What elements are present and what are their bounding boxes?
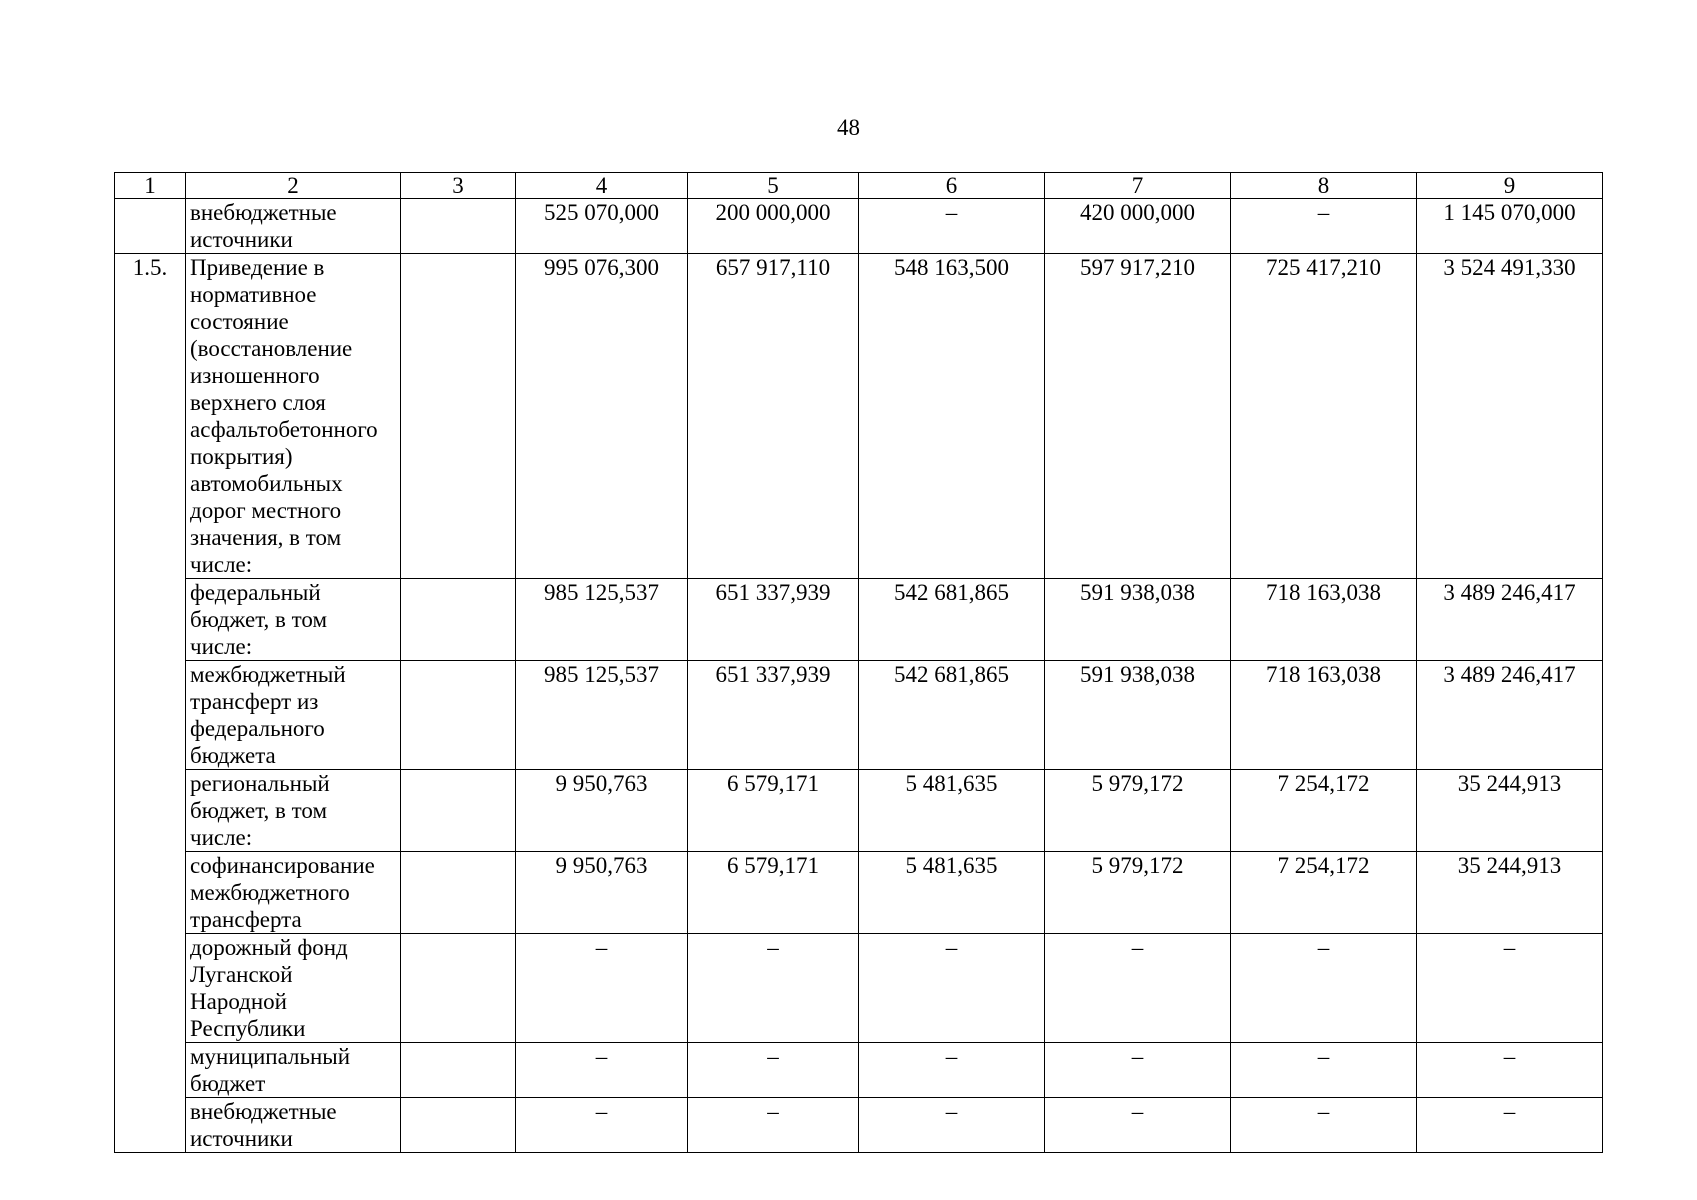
table-row <box>115 579 1603 661</box>
row-index-cell: 1.5. <box>115 254 186 1153</box>
row-name-cell <box>186 934 401 1043</box>
value-cell: – <box>1045 1098 1231 1153</box>
value-cell: – <box>1045 1043 1231 1098</box>
row-name-cell <box>186 770 401 852</box>
row-name-text: дорожный фонд Луганской Народной Республики <box>190 935 348 1041</box>
header-cell: 1 <box>115 173 186 199</box>
value-cell: 9 950,763 <box>516 770 688 852</box>
empty-cell <box>401 1043 516 1098</box>
value-cell: – <box>1045 934 1231 1043</box>
row-name-text: муниципальный бюджет <box>190 1044 351 1096</box>
row-name-cell <box>186 1098 401 1153</box>
table-row <box>115 254 1603 579</box>
value-cell: 651 337,939 <box>688 579 859 661</box>
value-cell: 3 489 246,417 <box>1417 661 1603 770</box>
table-row <box>115 661 1603 770</box>
value-cell: – <box>859 199 1045 254</box>
value-cell: 597 917,210 <box>1045 254 1231 579</box>
value-cell: 9 950,763 <box>516 852 688 934</box>
value-cell: 718 163,038 <box>1231 661 1417 770</box>
value-cell: 5 481,635 <box>859 770 1045 852</box>
row-name-text: софинансирование межбюджетного трансферта <box>190 853 375 932</box>
table-row <box>115 770 1603 852</box>
empty-cell <box>401 579 516 661</box>
empty-cell <box>401 661 516 770</box>
empty-cell <box>401 254 516 579</box>
table-row <box>115 934 1603 1043</box>
row-name-cell <box>186 1043 401 1098</box>
empty-cell <box>401 770 516 852</box>
row-name-cell <box>186 254 401 579</box>
empty-cell <box>401 1098 516 1153</box>
row-name-text: межбюджетный трансферт из федерального бюджета <box>190 662 346 768</box>
value-cell: 657 917,110 <box>688 254 859 579</box>
row-name-text: Приведение в нормативное состояние (восстановление изношенного верхнего слоя асфальтобетонного покрытия) автомобильных дорог местного значения, в том числе: <box>190 255 378 577</box>
value-cell: 542 681,865 <box>859 579 1045 661</box>
value-cell: – <box>859 1043 1045 1098</box>
value-cell: 35 244,913 <box>1417 852 1603 934</box>
value-cell: 5 481,635 <box>859 852 1045 934</box>
value-cell: – <box>1231 1043 1417 1098</box>
value-cell: 3 489 246,417 <box>1417 579 1603 661</box>
value-cell: – <box>859 934 1045 1043</box>
header-cell: 2 <box>186 173 401 199</box>
value-cell: 995 076,300 <box>516 254 688 579</box>
value-cell: 5 979,172 <box>1045 852 1231 934</box>
value-cell: 725 417,210 <box>1231 254 1417 579</box>
header-cell: 8 <box>1231 173 1417 199</box>
empty-cell <box>401 199 516 254</box>
empty-cell <box>401 934 516 1043</box>
row-name-text: внебюджетные источники <box>190 200 337 252</box>
row-name-cell <box>186 579 401 661</box>
header-cell: 5 <box>688 173 859 199</box>
empty-cell <box>401 852 516 934</box>
header-cell: 4 <box>516 173 688 199</box>
value-cell: 7 254,172 <box>1231 852 1417 934</box>
column-number-header-row <box>115 173 1603 199</box>
value-cell: 591 938,038 <box>1045 579 1231 661</box>
value-cell: 525 070,000 <box>516 199 688 254</box>
value-cell: 542 681,865 <box>859 661 1045 770</box>
value-cell: 7 254,172 <box>1231 770 1417 852</box>
budget-table <box>114 172 1603 1153</box>
header-cell: 3 <box>401 173 516 199</box>
value-cell: 420 000,000 <box>1045 199 1231 254</box>
value-cell: – <box>1231 1098 1417 1153</box>
value-cell: – <box>688 934 859 1043</box>
value-cell: – <box>516 1043 688 1098</box>
value-cell: – <box>688 1098 859 1153</box>
row-index-cell <box>115 199 186 254</box>
header-cell: 9 <box>1417 173 1603 199</box>
table-row <box>115 1043 1603 1098</box>
value-cell: – <box>1417 934 1603 1043</box>
value-cell: – <box>688 1043 859 1098</box>
value-cell: 5 979,172 <box>1045 770 1231 852</box>
value-cell: – <box>859 1098 1045 1153</box>
value-cell: 6 579,171 <box>688 852 859 934</box>
value-cell: 1 145 070,000 <box>1417 199 1603 254</box>
value-cell: 200 000,000 <box>688 199 859 254</box>
header-cell: 6 <box>859 173 1045 199</box>
table-row <box>115 199 1603 254</box>
value-cell: – <box>1417 1043 1603 1098</box>
page-number: 48 <box>837 115 860 140</box>
value-cell: 718 163,038 <box>1231 579 1417 661</box>
row-name-text: федеральный бюджет, в том числе: <box>190 580 328 659</box>
value-cell: 985 125,537 <box>516 579 688 661</box>
table-row <box>115 1098 1603 1153</box>
value-cell: 548 163,500 <box>859 254 1045 579</box>
header-cell: 7 <box>1045 173 1231 199</box>
row-name-text: внебюджетные источники <box>190 1099 337 1151</box>
value-cell: 651 337,939 <box>688 661 859 770</box>
row-name-cell <box>186 199 401 254</box>
value-cell: 3 524 491,330 <box>1417 254 1603 579</box>
value-cell: – <box>1417 1098 1603 1153</box>
row-name-text: региональный бюджет, в том числе: <box>190 771 330 850</box>
row-name-cell <box>186 661 401 770</box>
value-cell: – <box>516 934 688 1043</box>
value-cell: 6 579,171 <box>688 770 859 852</box>
row-name-cell <box>186 852 401 934</box>
value-cell: 35 244,913 <box>1417 770 1603 852</box>
table-row <box>115 852 1603 934</box>
value-cell: – <box>1231 199 1417 254</box>
value-cell: – <box>516 1098 688 1153</box>
value-cell: 591 938,038 <box>1045 661 1231 770</box>
value-cell: 985 125,537 <box>516 661 688 770</box>
value-cell: – <box>1231 934 1417 1043</box>
